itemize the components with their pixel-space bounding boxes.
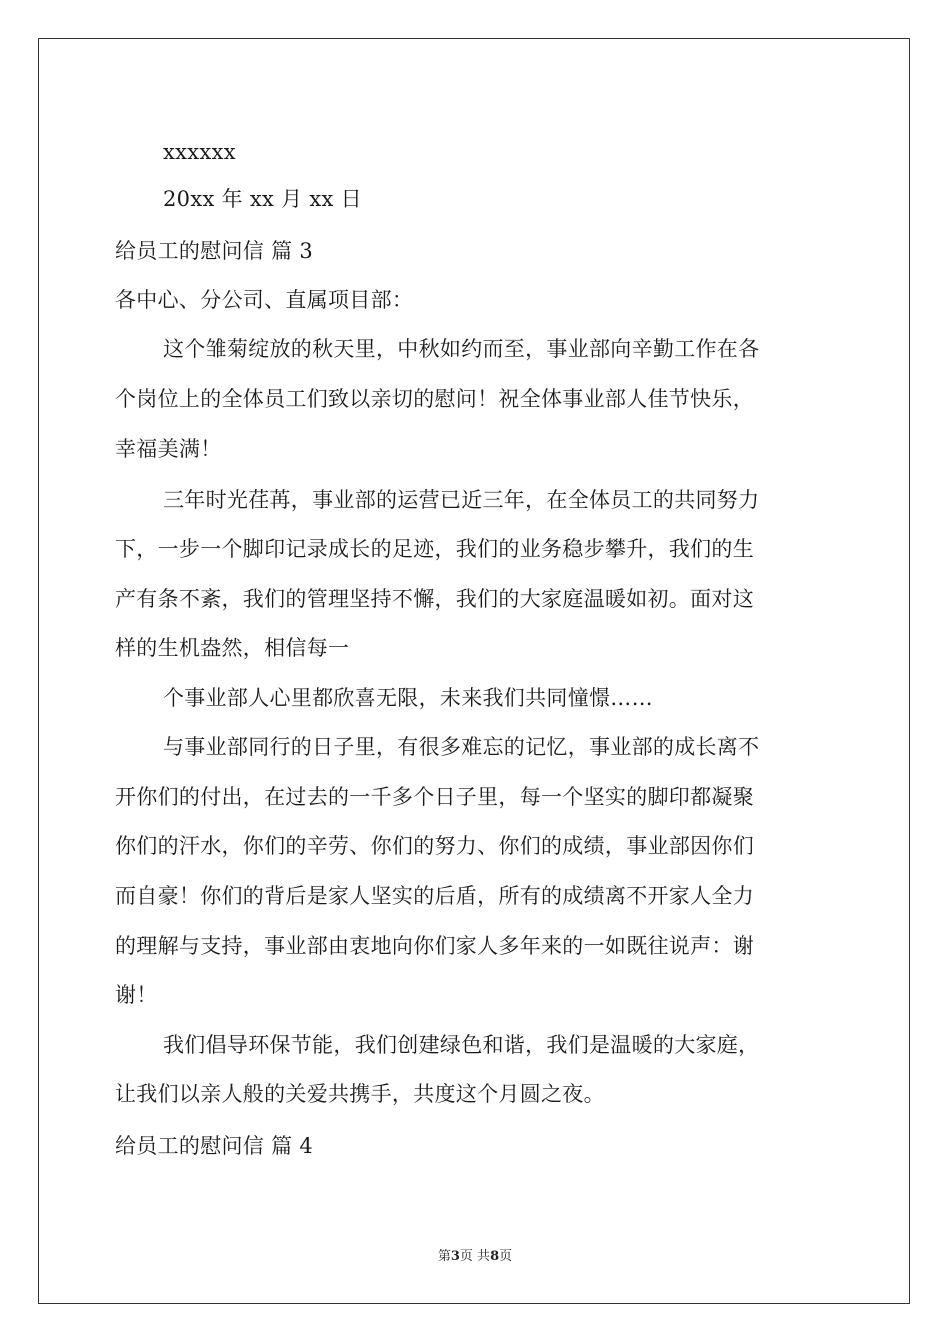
- paragraph-line: 谢！: [115, 983, 158, 1007]
- paragraph-line: 与事业部同行的日子里，有很多难忘的记忆，事业部的成长离不: [163, 735, 760, 759]
- paragraph-line: 我们倡导环保节能，我们创建绿色和谐，我们是温暖的大家庭，: [163, 1033, 760, 1057]
- paragraph-line: 这个雏菊绽放的秋天里，中秋如约而至，事业部向辛勤工作在各: [163, 337, 760, 361]
- page-border: [38, 38, 910, 1304]
- date: 20xx 年 xx 月 xx 日: [163, 187, 362, 211]
- page-footer: [0, 1248, 950, 1266]
- paragraph-line: 幸福美满！: [115, 437, 222, 461]
- signature: xxxxxx: [163, 140, 236, 164]
- paragraph-line: 开你们的付出，在过去的一千多个日子里，每一个坚实的脚印都凝聚: [115, 785, 754, 809]
- paragraph-line: 样的生机盎然，相信每一: [115, 636, 350, 660]
- section-title: 给员工的慰问信 篇 4: [115, 1134, 314, 1158]
- paragraph-line: 产有条不紊，我们的管理坚持不懈，我们的大家庭温暖如初。面对这: [115, 587, 754, 611]
- footer-suffix: 页: [499, 1249, 513, 1264]
- paragraph-line: 个岗位上的全体员工们致以亲切的慰问！祝全体事业部人佳节快乐，: [115, 387, 754, 411]
- section-title: 给员工的慰问信 篇 3: [115, 239, 314, 263]
- footer-mid: 页 共: [459, 1249, 491, 1264]
- paragraph-line: 而自豪！你们的背后是家人坚实的后盾，所有的成绩离不开家人全力: [115, 884, 754, 908]
- paragraph-line: 你们的汗水，你们的辛劳、你们的努力、你们的成绩，事业部因你们: [115, 834, 754, 858]
- footer-total-pages: 8: [490, 1249, 500, 1264]
- footer-prefix: 第: [437, 1249, 451, 1264]
- paragraph-line: 让我们以亲人般的关爱共携手，共度这个月圆之夜。: [115, 1082, 605, 1106]
- paragraph-line: 个事业部人心里都欣喜无限，未来我们共同憧憬……: [163, 686, 653, 710]
- paragraph-line: 三年时光荏苒，事业部的运营已近三年，在全体员工的共同努力: [163, 488, 760, 512]
- paragraph-line: 的理解与支持，事业部由衷地向你们家人多年来的一如既往说声：谢: [115, 934, 754, 958]
- salutation: 各中心、分公司、直属项目部：: [115, 288, 414, 312]
- paragraph-line: 下，一步一个脚印记录成长的足迹，我们的业务稳步攀升，我们的生: [115, 537, 754, 561]
- footer-current-page: 3: [450, 1249, 460, 1264]
